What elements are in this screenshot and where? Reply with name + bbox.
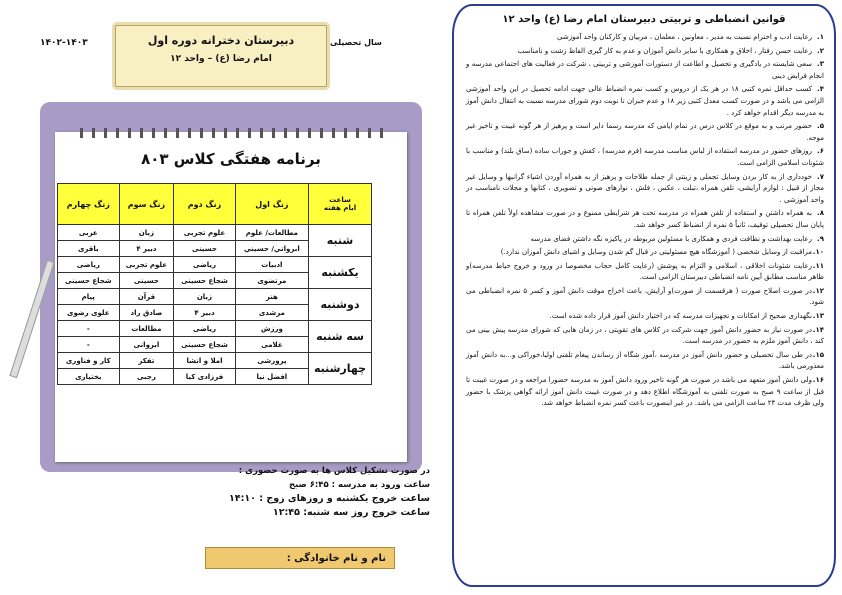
rules-list (466, 32, 824, 412)
table-cell: فرزادی کیا (174, 369, 236, 385)
rule-item (466, 234, 824, 246)
rule-text: کسب حداقل نمره کتبی ۱۸ در هر یک از دروس و کسب نمره انضباط عالی جهت ادامه تحصیل در این واحد آموزشی الزامی می باشد و در صورت کسب معدل کتبی زیر ۱۸ و عدم جبران تا نوبت دوم شورای مدرسه نسبت به انتقال دانش آموز به مدرسه دیگر اقدام خواهد کرد . (466, 85, 824, 117)
column-header: زنگ چهارم (58, 184, 120, 225)
table-cell: - (58, 337, 120, 353)
column-header: زنگ اول (235, 184, 308, 225)
rules-title: قوانین انضباطی و تربیتی دبیرستان امام رضا (ع) واحد ۱۲ (502, 14, 786, 25)
rule-text: رعایت شئونات اخلاقی ، اسلامی و التزام به پوشش (رعایت کامل حجاب مخصوصا در ورود و خروج حیاط مدرسه)و ظاهر مناسب مطابق آیین نامه انضباطی دبیرستان الزامی است. (466, 261, 824, 282)
table-cell: کار و فناوری (58, 353, 120, 369)
attendance-info (200, 464, 430, 520)
table-cell: غلامی (235, 337, 308, 353)
school-branch: امام رضا (ع) – واحد ۱۲ (170, 54, 272, 64)
table-row (58, 353, 372, 369)
rule-item (466, 350, 824, 373)
rule-number: ۳. (817, 60, 824, 69)
info-line: ساعت خروج یکشنبه و روزهای زوج : ۱۴:۱۰ (228, 493, 430, 504)
rule-item (466, 261, 824, 284)
rule-text: به همراه داشتن و استفاده از تلفن همراه در مدرسه تحت هر شرایطی ممنوع و در صورت مشاهده اولاً تلفن همراه تا پایان سال تحصیلی توقیف، ثانیاً ۵ نمره از انضباط کسر خواهد شد. (466, 209, 824, 229)
table-cell: علوم تجربی (174, 225, 236, 241)
rule-text: حضور مرتب و به موقع در کلاس درس در تمام ایامی که مدرسه رسما دایر است و پرهیز از هر گونه غیبت و تاخیر غیر موجه. (466, 122, 824, 142)
table-cell: دبیر ۴ (174, 305, 236, 321)
rule-item (466, 84, 824, 119)
day-label: چهارشنبه (309, 353, 372, 385)
notepad-spiral (80, 128, 390, 138)
rule-number: ۹. (817, 234, 824, 243)
rule-text: مراقبت از وسایل شخصی ( آموزشگاه هیچ مسئولیتی در قبال گم شدن وسایل و اشیای دانش آموزان ندارد.) (500, 248, 812, 257)
rule-item (466, 247, 824, 259)
rule-text: ولی دانش آموز متعهد می باشد در صورت هر گونه تاخیر ورود دانش آموز به مدرسه حضورا مراجعه و در صورت غیبت تا قبل از ساعت ۹ صبح به صورت تلفنی به آموزشگاه اطلاع دهد و در صورت غیبت دانش آموز ارائه گواهی پزشک با حضور ولی ظرف مدت ۲۴ ساعت الزامی می باشد. در غیر اینصورت باعث کسر نمره انضباط خواهد شد. (466, 376, 824, 408)
table-row (58, 257, 372, 273)
program-title: برنامه هفتگی کلاس ۸۰۳ (141, 150, 321, 168)
table-cell: باقری (58, 241, 120, 257)
rule-number: ۱۴. (812, 325, 824, 334)
day-label: یکشنبه (309, 257, 372, 289)
rule-number: ۱۱. (812, 261, 824, 270)
table-cell: هنر (235, 289, 308, 305)
table-cell: شجاع حسینی (174, 273, 236, 289)
table-cell: صادق راد (119, 305, 174, 321)
day-label: دوشنبه (309, 289, 372, 321)
table-cell: زبان (119, 225, 174, 241)
rule-number: ۵. (817, 122, 824, 131)
table-cell: مرشدی (235, 305, 308, 321)
table-cell: علوی رضوی (58, 305, 120, 321)
table-cell: شجاع حسینی (174, 337, 236, 353)
table-cell: حسینی (174, 241, 236, 257)
rule-item (466, 146, 824, 169)
rule-number: ۸. (817, 209, 824, 218)
table-cell: ابروانی (119, 337, 174, 353)
corner-time-label: ساعت (329, 196, 351, 204)
table-cell: مطالعات (119, 321, 174, 337)
table-cell: ورزش (235, 321, 308, 337)
table-cell: عربی (58, 225, 120, 241)
table-cell: رجبی (119, 369, 174, 385)
rules-panel (452, 4, 836, 587)
table-cell: ادبیات (235, 257, 308, 273)
rule-number: ۱۵. (812, 350, 824, 359)
rule-number: ۷. (817, 172, 824, 181)
table-cell: تفکر (119, 353, 174, 369)
rule-item (466, 375, 824, 410)
rule-text: روزهای حضور در مدرسه استفاده از لباس مناسب مدرسه (فرم مدرسه) ، کفش و جوراب ساده (ساق بلند) و مناسب با شئونات اسلامی الزامی است. (466, 147, 824, 167)
table-cell: علوم تجربی (119, 257, 174, 273)
rule-item (466, 46, 824, 58)
rule-text: رعایت حسن رفتار ، اخلاق و همکاری با سایر دانش آموزان و عدم به کار گیری الفاظ زشت و نامناسب (517, 46, 812, 55)
column-header: زنگ سوم (119, 184, 174, 225)
rule-item (466, 172, 824, 207)
rule-item (466, 325, 824, 348)
table-cell: پیام (58, 289, 120, 305)
school-name: دبیرستان دخترانه دوره اول (147, 34, 295, 47)
weekly-schedule-table (57, 183, 372, 385)
table-cell: زبان (174, 289, 236, 305)
column-header: زنگ دوم (174, 184, 236, 225)
table-cell: حسینی (119, 273, 174, 289)
rule-number: ۴. (817, 85, 824, 94)
rule-item (466, 311, 824, 323)
rule-text: رعایت بهداشت و نظافت فردی و همکاری با مسئولین مربوطه در پاکیزه نگه داشتن فضای مدرسه (530, 234, 812, 243)
student-name-field: نام و نام خانوادگی : (205, 547, 395, 569)
rule-text: نگهداری صحیح از امکانات و تجهیزات مدرسه که در اختیار دانش آموز قرار داده شده است. (549, 312, 812, 321)
rule-number: ۱. (817, 33, 824, 41)
info-line: ساعت خروج روز سه شنبه: ۱۲:۴۵ (272, 507, 430, 518)
table-corner (309, 184, 372, 225)
table-cell: ریاضی (58, 257, 120, 273)
rule-number: ۱۲. (812, 286, 824, 295)
table-cell: املا و انشا (174, 353, 236, 369)
table-row (58, 225, 372, 241)
rule-number: ۱۰. (812, 248, 824, 257)
rule-item (466, 286, 824, 309)
info-line: ساعت ورود به مدرسه : ۶:۴۵ صبح (288, 480, 430, 490)
table-cell: مرتضوی (235, 273, 308, 289)
rule-number: ۱۳. (812, 312, 824, 321)
rule-text: رعایت ادب و احترام نسبت به مدیر ، معاونین ، معلمان ، مربیان و کارکنان واحد آموزشی (557, 33, 812, 41)
rule-item (466, 208, 824, 231)
table-row (58, 321, 372, 337)
day-label: سه شنبه (309, 321, 372, 353)
rule-text: خودداری از به کار بردن وسایل تجملی و زینتی از جمله طلاجات و پرهیز از به همراه آوردن اشیاء گرانبها و وسایل غیر مجاز از قبیل : لوازم آرایشی، تلفن همراه ،تبلت ، عکس ، فلش ، نوارهای صوتی و تصویری ، کتابها و مجلات نامناسب در واحد آموزشی . (466, 172, 824, 204)
table-cell: دبیر ۴ (119, 241, 174, 257)
table-cell: افضل نیا (235, 369, 308, 385)
info-line: در صورت تشکیل کلاس ها به صورت حضوری : (238, 466, 430, 476)
day-label: شنبه (309, 225, 372, 257)
rule-number: ۶. (817, 147, 824, 156)
rule-number: ۲. (817, 46, 824, 55)
table-cell: قرآن (119, 289, 174, 305)
table-cell: مطالعات/ علوم (235, 225, 308, 241)
corner-days-label: ایام هفته (323, 204, 357, 212)
rule-item (466, 32, 824, 44)
table-cell: ریاضی (174, 321, 236, 337)
rule-text: در صورت نیاز به حضور دانش آموز جهت شرکت در کلاس های تقویتی ، در زمان هایی که شورای مدرسه پیش بینی می کند ، دانش آموز ملزم به حضور در مدرسه است. (466, 325, 824, 346)
school-header-card (115, 25, 327, 87)
table-cell: شجاع حسینی (58, 273, 120, 289)
rule-text: در صورت اصلاح صورت ( هرقسمت از صورت)و آرایش، باعث اخراج موقت دانش آموز و کسر ۵ نمره انضباطی می شود. (466, 286, 824, 307)
table-cell: - (58, 321, 120, 337)
table-cell: بختیاری (58, 369, 120, 385)
rule-text: در طی سال تحصیلی و حضور دانش آموز در مدرسه ،آموز شگاه از رساندن پیغام تلفنی اولیا،خوراکی و...به دانش آموز معذورمی باشد. (466, 350, 824, 371)
table-row (58, 289, 372, 305)
year-label: سال تحصیلی (330, 38, 382, 47)
rule-text: سعی شایسته در یادگیری و تحصیل و اطاعت از دستورات آموزشی و تربیتی ، شرکت در فعالیت های اجتماعی مدرسه و انجام فرایض دینی (466, 60, 824, 80)
rule-item (466, 59, 824, 82)
rule-number: ۱۶. (812, 376, 824, 385)
rule-item (466, 121, 824, 144)
table-cell: ابرواني/ حسيني (235, 241, 308, 257)
table-cell: پرورشی (235, 353, 308, 369)
year-value: ۱۴۰۲-۱۴۰۳ (40, 38, 88, 48)
table-cell: ریاضی (174, 257, 236, 273)
